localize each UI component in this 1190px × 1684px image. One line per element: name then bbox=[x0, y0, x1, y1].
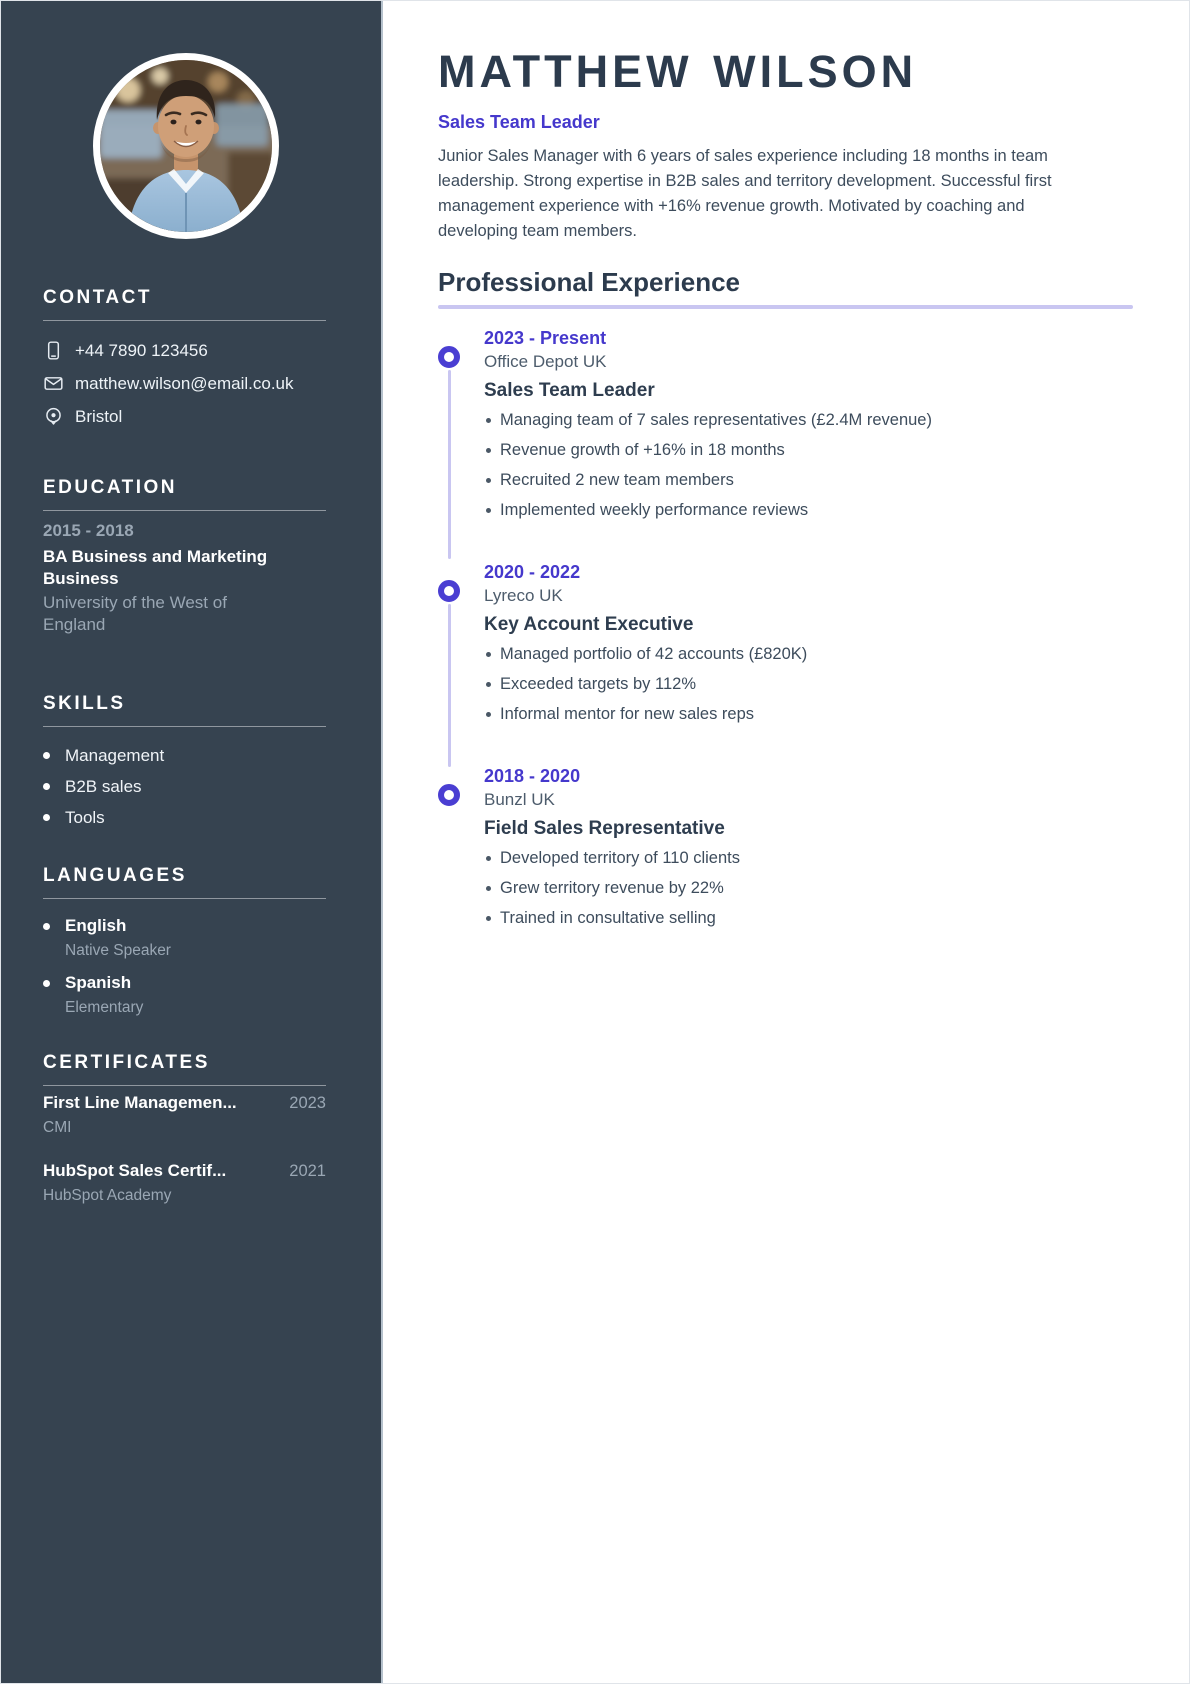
skills-heading: SKILLS bbox=[43, 693, 126, 714]
contact-section bbox=[43, 286, 326, 439]
location-icon bbox=[43, 406, 64, 427]
timeline-marker-icon bbox=[438, 580, 460, 602]
skills-section bbox=[43, 692, 326, 838]
certificate-year: 2021 bbox=[289, 1162, 326, 1180]
contact-phone-row bbox=[43, 340, 326, 361]
entry-bullet: Exceeded targets by 112% bbox=[484, 673, 1133, 695]
entry-bullet: Developed territory of 110 clients bbox=[484, 847, 1133, 869]
bullet-dot-icon bbox=[43, 980, 50, 987]
entry-bullet-list bbox=[484, 643, 1133, 725]
languages-section bbox=[43, 864, 326, 1029]
skill-item bbox=[43, 807, 326, 828]
candidate-name: MATTHEW WILSON bbox=[438, 46, 918, 97]
languages-heading: LANGUAGES bbox=[43, 865, 187, 886]
experience-entry bbox=[438, 561, 1133, 725]
entry-bullet: Informal mentor for new sales reps bbox=[484, 703, 1133, 725]
entry-role: Key Account Executive bbox=[484, 614, 694, 635]
entry-company: Office Depot UK bbox=[484, 352, 607, 371]
location-text: Bristol bbox=[75, 406, 123, 426]
skill-label: Management bbox=[65, 746, 165, 765]
entry-bullet-list bbox=[484, 409, 1133, 521]
entry-role: Field Sales Representative bbox=[484, 818, 725, 839]
language-item bbox=[43, 972, 326, 1018]
timeline-marker-icon bbox=[438, 346, 460, 368]
skills-divider bbox=[43, 726, 326, 727]
bullet-dot-icon bbox=[43, 783, 50, 790]
phone-number: +44 7890 123456 bbox=[75, 340, 208, 360]
summary-text: Junior Sales Manager with 6 years of sales experience including 18 months in team leadership. Strong expertise in B2B sales and territory development. Successful first management experience with +16% revenue growth. Motivated by coaching and developing team members. bbox=[438, 147, 1052, 240]
skill-item bbox=[43, 776, 326, 797]
certificate-issuer: HubSpot Academy bbox=[43, 1187, 172, 1204]
bullet-dot-icon bbox=[43, 923, 50, 930]
language-name: Spanish bbox=[65, 973, 132, 992]
profile-photo-illustration bbox=[100, 60, 272, 232]
experience-heading-rule bbox=[438, 305, 1133, 309]
entry-period: 2020 - 2022 bbox=[484, 562, 581, 582]
contact-divider bbox=[43, 320, 326, 321]
profile-photo bbox=[93, 53, 279, 239]
skills-list bbox=[43, 745, 326, 828]
phone-icon bbox=[43, 340, 64, 361]
contact-location-row bbox=[43, 406, 326, 427]
language-item bbox=[43, 915, 326, 961]
skill-item bbox=[43, 745, 326, 766]
certificates-heading: CERTIFICATES bbox=[43, 1052, 210, 1073]
main-content bbox=[383, 1, 1189, 1683]
certificate-item bbox=[43, 1092, 326, 1138]
education-divider bbox=[43, 510, 326, 511]
mail-icon bbox=[43, 373, 64, 394]
experience-timeline bbox=[438, 327, 1133, 929]
certificate-name: HubSpot Sales Certif... bbox=[43, 1161, 227, 1180]
languages-list bbox=[43, 915, 326, 1018]
experience-entry bbox=[438, 327, 1133, 521]
certificate-issuer: CMI bbox=[43, 1119, 72, 1136]
email-address: matthew.wilson@email.co.uk bbox=[75, 373, 294, 393]
certificate-year: 2023 bbox=[289, 1094, 326, 1112]
education-heading: EDUCATION bbox=[43, 477, 178, 498]
skill-label: B2B sales bbox=[65, 777, 142, 796]
experience-entry bbox=[438, 765, 1133, 929]
entry-company: Lyreco UK bbox=[484, 586, 563, 605]
entry-bullet: Revenue growth of +16% in 18 months bbox=[484, 439, 1133, 461]
entry-bullet: Trained in consultative selling bbox=[484, 907, 1133, 929]
education-degree: BA Business and Marketing Business bbox=[43, 547, 268, 588]
languages-divider bbox=[43, 898, 326, 899]
education-school: University of the West of England bbox=[43, 593, 227, 634]
contact-list bbox=[43, 340, 326, 427]
language-name: English bbox=[65, 916, 127, 935]
entry-bullet: Implemented weekly performance reviews bbox=[484, 499, 1133, 521]
entry-role: Sales Team Leader bbox=[484, 380, 655, 401]
entry-bullet: Managing team of 7 sales representatives (£2.4M revenue) bbox=[484, 409, 1133, 431]
candidate-title: Sales Team Leader bbox=[438, 112, 600, 132]
contact-email-row bbox=[43, 373, 326, 394]
timeline-marker-icon bbox=[438, 784, 460, 806]
bullet-dot-icon bbox=[43, 752, 50, 759]
skill-label: Tools bbox=[65, 808, 105, 827]
certificate-name: First Line Managemen... bbox=[43, 1093, 237, 1112]
sidebar bbox=[1, 1, 383, 1683]
entry-bullet-list bbox=[484, 847, 1133, 929]
experience-heading: Professional Experience bbox=[438, 267, 741, 297]
entry-period: 2018 - 2020 bbox=[484, 766, 581, 786]
entry-company: Bunzl UK bbox=[484, 790, 555, 809]
contact-heading: CONTACT bbox=[43, 287, 152, 308]
entry-bullet: Grew territory revenue by 22% bbox=[484, 877, 1133, 899]
entry-bullet: Recruited 2 new team members bbox=[484, 469, 1133, 491]
language-level: Native Speaker bbox=[65, 942, 171, 959]
education-period: 2015 - 2018 bbox=[43, 521, 134, 540]
entry-period: 2023 - Present bbox=[484, 328, 607, 348]
bullet-dot-icon bbox=[43, 814, 50, 821]
certificates-divider bbox=[43, 1085, 326, 1086]
certificates-section bbox=[43, 1051, 326, 1206]
education-section bbox=[43, 476, 326, 635]
entry-bullet: Managed portfolio of 42 accounts (£820K) bbox=[484, 643, 1133, 665]
language-level: Elementary bbox=[65, 999, 144, 1016]
certificate-item bbox=[43, 1160, 326, 1206]
